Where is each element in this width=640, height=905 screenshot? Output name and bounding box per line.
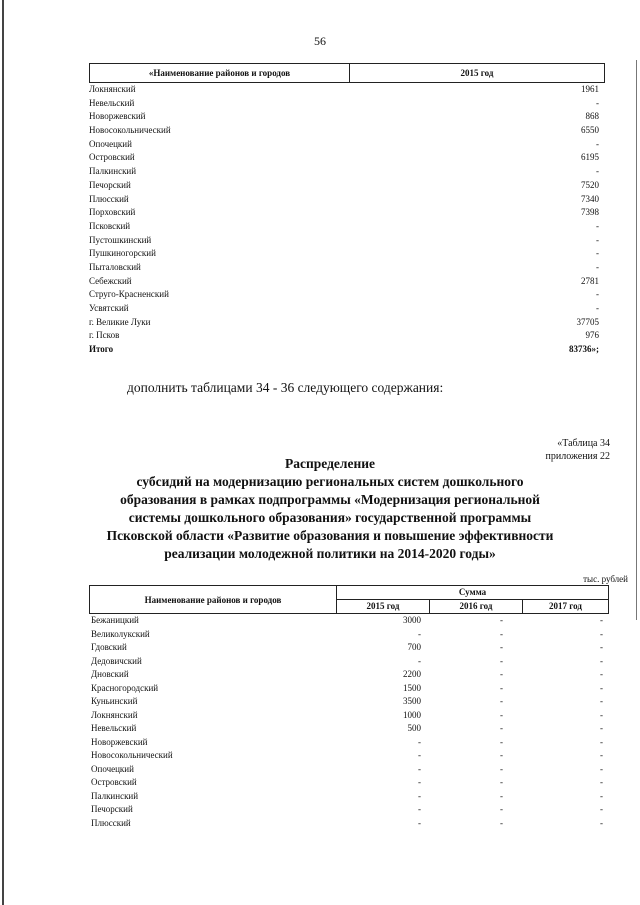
value-2016: - (500, 696, 503, 706)
district-name: Плюсский (91, 817, 131, 828)
district-value: - (596, 138, 599, 149)
table-subsidies-2015 (89, 63, 605, 357)
value-2016: - (500, 628, 503, 639)
table-row (89, 247, 605, 261)
value-2017: - (600, 790, 603, 801)
table-row (89, 776, 609, 790)
value-2015: - (418, 736, 421, 747)
value-2016: - (500, 790, 503, 801)
page-number: 56 (314, 34, 326, 48)
district-name: Локнянский (91, 709, 138, 720)
table-row (89, 151, 605, 165)
district-name: Печорский (91, 804, 133, 814)
value-2015: 1000 (403, 709, 421, 720)
table-row (89, 329, 605, 343)
district-name: Локнянский (89, 84, 136, 94)
value-2015: 500 (407, 723, 421, 733)
table2-header-name: Наименование районов и городов (90, 586, 337, 613)
value-2017: - (600, 750, 603, 760)
district-name: Порховский (89, 207, 136, 218)
value-2015: 2200 (403, 669, 421, 679)
value-2017: - (600, 655, 603, 666)
table-row (89, 179, 605, 193)
year-header-2017: 2017 год (549, 601, 582, 611)
sum-group (337, 586, 608, 613)
year-headers (337, 600, 608, 613)
district-name: Палкинский (91, 790, 139, 801)
district-name: Струго-Красненский (89, 289, 169, 300)
sum-header: Сумма (337, 586, 608, 600)
district-name: Куньинский (91, 696, 138, 706)
table2-header (89, 585, 609, 614)
year-header-2015: 2015 год (337, 600, 430, 613)
value-2017: - (600, 696, 603, 706)
district-name: Печорский (89, 179, 131, 190)
table-row (89, 628, 609, 642)
value-2015: - (418, 655, 421, 666)
total-label: Итого (89, 344, 114, 355)
district-name: Плюсский (89, 193, 129, 204)
district-name: Усвятский (89, 303, 129, 313)
value-2015: - (418, 804, 421, 814)
district-value: 1961 (581, 84, 599, 94)
value-2015: - (418, 628, 421, 639)
title-line-3: образования в рамках подпрограммы «Модернизация региональной (120, 492, 540, 507)
table-row (89, 668, 609, 682)
header-name: «Наименование районов и городов (90, 64, 350, 82)
table-row (89, 138, 605, 152)
title-line-4: системы дошкольного образования» государственной программы (128, 510, 532, 525)
table-row (89, 165, 605, 179)
table-row (89, 709, 609, 723)
value-2017: - (600, 804, 603, 814)
value-2016: - (500, 642, 503, 652)
value-2017: - (600, 628, 603, 639)
value-2017: - (600, 763, 603, 774)
table-row (89, 817, 609, 831)
district-name: Невельский (89, 97, 135, 108)
value-2016: - (500, 777, 503, 787)
district-name: Невельский (91, 723, 137, 733)
value-2017: - (600, 615, 603, 625)
district-name: Пыталовский (89, 261, 141, 272)
value-2016: - (500, 669, 503, 679)
value-2015: - (418, 790, 421, 801)
district-value: 6195 (581, 152, 599, 163)
value-2015: - (418, 777, 421, 787)
table-row (89, 97, 605, 111)
district-name: Красногородский (91, 682, 159, 693)
value-2015: - (418, 763, 421, 774)
scan-edge-left (2, 0, 4, 905)
title-line-6: реализации молодежной политики на 2014-2020 годы» (164, 546, 496, 561)
district-value: 7340 (581, 193, 599, 204)
district-value: - (596, 166, 599, 177)
table-row (89, 220, 605, 234)
district-name: Островский (89, 152, 135, 163)
table-row (89, 261, 605, 275)
table-row (89, 722, 609, 736)
value-2015: - (418, 817, 421, 828)
district-name: Дедовичский (91, 655, 142, 666)
table-row (89, 275, 605, 289)
table-row (89, 695, 609, 709)
table-ref-line1: «Таблица 34 (557, 438, 610, 449)
value-2015: - (418, 750, 421, 760)
district-name: Пушкиногорский (89, 248, 156, 259)
value-2017: - (600, 817, 603, 828)
district-value: - (596, 261, 599, 272)
district-value: - (596, 220, 599, 231)
table-row (89, 316, 605, 330)
value-2016: - (500, 750, 503, 760)
table-row (89, 790, 609, 804)
value-2016: - (500, 709, 503, 720)
district-value: 7398 (581, 207, 599, 218)
value-2017: - (600, 682, 603, 693)
table2-body (89, 614, 609, 830)
value-2016: - (500, 682, 503, 693)
table-row (89, 83, 605, 97)
district-value: 976 (585, 330, 599, 341)
district-name: Бежаницкий (91, 615, 139, 625)
district-name: Великолукский (91, 628, 150, 639)
district-name: Новосокольнический (89, 125, 171, 136)
value-2017: - (600, 669, 603, 679)
district-value: - (596, 303, 599, 313)
district-name: Дновский (91, 669, 129, 679)
table-row (89, 803, 609, 817)
value-2015: 700 (407, 642, 421, 652)
table-ref-line2: приложения 22 (545, 451, 610, 462)
table-row (89, 614, 609, 628)
value-2017: - (600, 723, 603, 733)
document-title (80, 455, 580, 563)
value-2016: - (500, 736, 503, 747)
table-row (89, 110, 605, 124)
amendment-paragraph: дополнить таблицами 34 - 36 следующего содержания: (127, 380, 444, 395)
district-value: 6550 (581, 125, 599, 136)
district-name: Себежский (89, 275, 132, 286)
table-header (89, 63, 605, 83)
value-2015: 1500 (403, 682, 421, 693)
value-2016: - (500, 763, 503, 774)
district-name: Палкинский (89, 166, 137, 177)
value-2017: - (600, 736, 603, 747)
table-row (89, 234, 605, 248)
district-name: Островский (91, 777, 137, 787)
year-header-2016: 2016 год (430, 600, 523, 613)
scan-edge-right (636, 60, 637, 620)
value-2015: 3500 (403, 696, 421, 706)
table-row (89, 193, 605, 207)
title-line-2: субсидий на модернизацию региональных систем дошкольного (136, 474, 524, 489)
table-distribution (89, 585, 609, 830)
district-name: Новосокольнический (91, 750, 173, 760)
district-name: г. Псков (89, 330, 120, 341)
table-row (89, 206, 605, 220)
value-2017: - (600, 642, 603, 652)
table-row (89, 124, 605, 138)
district-value: - (596, 97, 599, 108)
table-row (89, 682, 609, 696)
district-value: 868 (585, 111, 599, 122)
district-value: 7520 (581, 179, 599, 190)
table-row (89, 749, 609, 763)
table-row (89, 763, 609, 777)
title-line-1: Распределение (284, 456, 376, 471)
value-2017: - (600, 777, 603, 787)
value-2015: 3000 (403, 615, 421, 625)
units-label: тыс. рублей (583, 574, 628, 584)
district-value: 2781 (581, 275, 599, 286)
district-name: Опочецкий (91, 763, 134, 774)
district-value: - (596, 289, 599, 300)
table-row (89, 655, 609, 669)
district-name: г. Великие Луки (89, 316, 151, 327)
value-2017: - (600, 709, 603, 720)
table-total-row (89, 343, 605, 357)
value-2016: - (500, 723, 503, 733)
district-value: - (596, 248, 599, 259)
total-value: 83736»; (569, 344, 599, 355)
table-body (89, 83, 605, 343)
value-2016: - (500, 817, 503, 828)
district-value: - (596, 234, 599, 245)
district-name: Пустошкинский (89, 234, 152, 245)
district-name: Новоржевский (89, 111, 146, 122)
value-2016: - (500, 615, 503, 625)
district-name: Гдовский (91, 642, 127, 652)
value-2016: - (500, 655, 503, 666)
value-2016: - (500, 804, 503, 814)
district-name: Псковский (89, 220, 131, 231)
district-value: 37705 (576, 316, 599, 327)
table-row (89, 302, 605, 316)
header-year: 2015 год (460, 68, 494, 78)
title-line-5: Псковской области «Развитие образования и повышение эффективности (106, 528, 554, 543)
district-name: Опочецкий (89, 138, 132, 149)
table-row (89, 288, 605, 302)
district-name: Новоржевский (91, 736, 148, 747)
table-row (89, 736, 609, 750)
table-row (89, 641, 609, 655)
